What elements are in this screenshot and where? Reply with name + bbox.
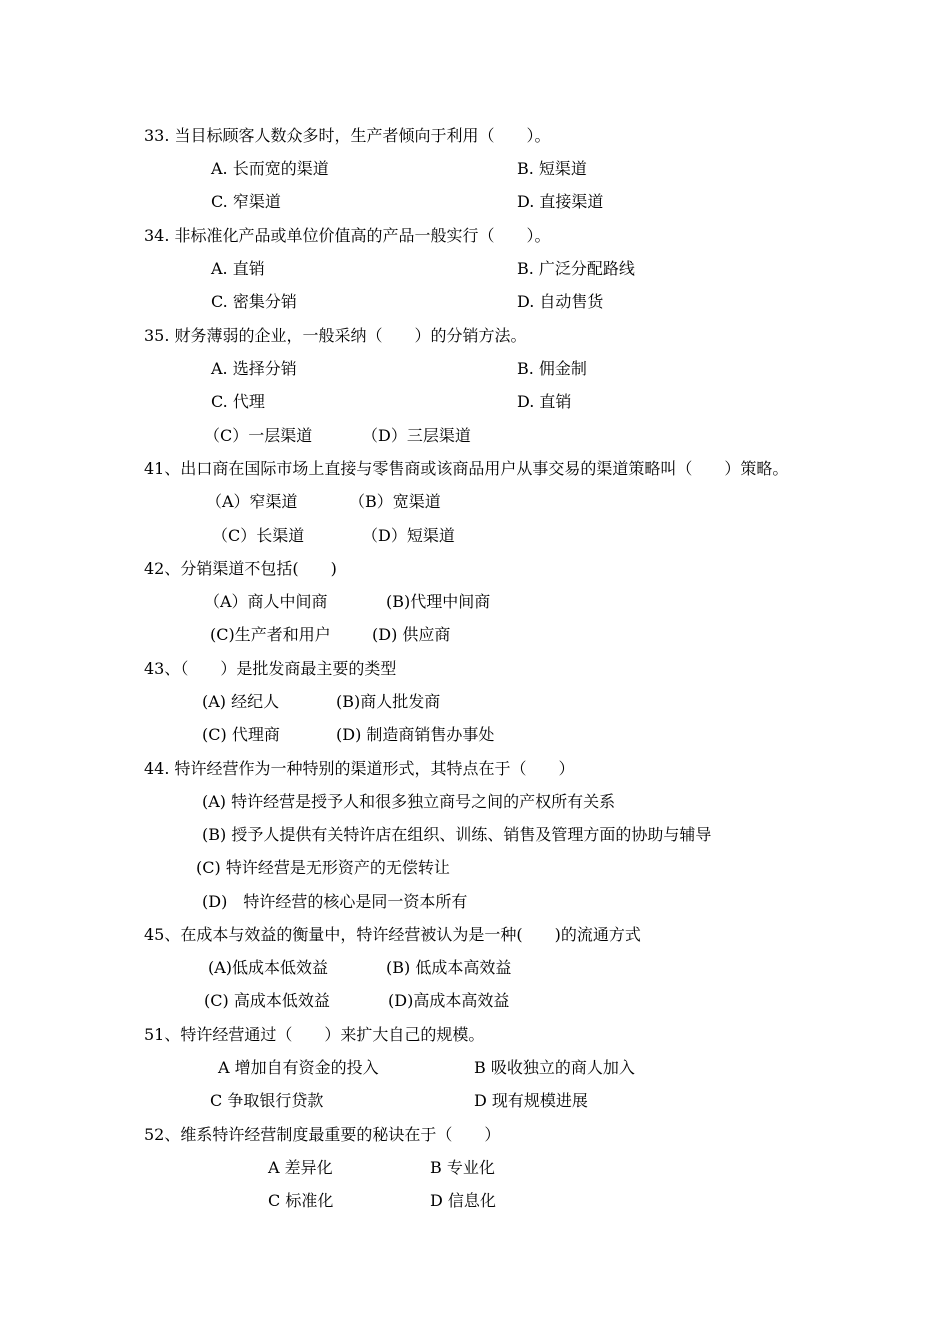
question-41-stem: 41、出口商在国际市场上直接与零售商或该商品用户从事交易的渠道策略叫（ ）策略。 — [144, 459, 789, 478]
question-45-option-b: (B) 低成本高效益 — [386, 958, 512, 977]
question-34-option-a: A. 直销 — [211, 259, 265, 278]
question-43-option-c: (C) 代理商 — [202, 725, 280, 744]
question-33-option-c: C. 窄渠道 — [211, 192, 281, 211]
question-33-option-a: A. 长而宽的渠道 — [211, 159, 329, 178]
question-42-option-d: (D) 供应商 — [372, 625, 451, 644]
question-51-option-c: C 争取银行贷款 — [210, 1091, 324, 1110]
question-35-option-b: B. 佣金制 — [517, 359, 587, 378]
question-42-option-b: (B)代理中间商 — [386, 592, 491, 611]
question-52-option-d: D 信息化 — [430, 1191, 496, 1210]
question-33-option-d: D. 直接渠道 — [517, 192, 604, 211]
question-34-option-c: C. 密集分销 — [211, 292, 297, 311]
question-45-stem: 45、在成本与效益的衡量中，特许经营被认为是一种( )的流通方式 — [144, 925, 641, 944]
question-35-stem: 35. 财务薄弱的企业，一般采纳（ ）的分销方法。 — [144, 326, 527, 345]
question-43-option-d: (D) 制造商销售办事处 — [336, 725, 495, 744]
question-44-option-b: (B) 授予人提供有关特许店在组织、训练、销售及管理方面的协助与辅导 — [202, 825, 712, 844]
question-52-stem: 52、维系特许经营制度最重要的秘诀在于（ ） — [144, 1125, 501, 1144]
stray-option-c: （C）一层渠道 — [204, 426, 313, 445]
question-45-option-d: (D)高成本高效益 — [388, 991, 510, 1010]
question-33-option-b: B. 短渠道 — [517, 159, 587, 178]
question-44-option-d: (D) 特许经营的核心是同一资本所有 — [202, 892, 468, 911]
question-43-option-b: (B)商人批发商 — [336, 692, 441, 711]
question-51-stem: 51、特许经营通过（ ）来扩大自己的规模。 — [144, 1025, 485, 1044]
question-41-option-d: （D）短渠道 — [362, 526, 455, 545]
question-35-option-d: D. 直销 — [517, 392, 572, 411]
question-35-option-c: C. 代理 — [211, 392, 265, 411]
question-51-option-a: A 增加自有资金的投入 — [218, 1058, 379, 1077]
question-43-stem: 43、（ ）是批发商最主要的类型 — [144, 659, 397, 678]
question-35-option-a: A. 选择分销 — [211, 359, 297, 378]
question-42-option-c: (C)生产者和用户 — [210, 625, 331, 644]
question-52-option-a: A 差异化 — [268, 1158, 333, 1177]
question-45-option-c: (C) 高成本低效益 — [204, 991, 330, 1010]
question-34-option-b: B. 广泛分配路线 — [517, 259, 635, 278]
question-51-option-d: D 现有规模进展 — [474, 1091, 588, 1110]
question-41-option-a: （A）窄渠道 — [206, 492, 298, 511]
question-41-option-b: （B）宽渠道 — [349, 492, 441, 511]
question-34-option-d: D. 自动售货 — [517, 292, 604, 311]
question-34-stem: 34. 非标准化产品或单位价值高的产品一般实行（ ）。 — [144, 226, 551, 245]
question-43-option-a: (A) 经纪人 — [202, 692, 280, 711]
question-44-option-a: (A) 特许经营是授予人和很多独立商号之间的产权所有关系 — [202, 792, 616, 811]
question-42-stem: 42、分销渠道不包括( ) — [144, 559, 337, 578]
question-41-option-c: （C）长渠道 — [212, 526, 305, 545]
question-52-option-b: B 专业化 — [430, 1158, 495, 1177]
question-51-option-b: B 吸收独立的商人加入 — [474, 1058, 635, 1077]
question-33-stem: 33. 当目标顾客人数众多时，生产者倾向于利用（ ）。 — [144, 126, 551, 145]
question-45-option-a: (A)低成本低效益 — [208, 958, 329, 977]
question-44-stem: 44. 特许经营作为一种特别的渠道形式，其特点在于（ ） — [144, 759, 575, 778]
stray-option-d: （D）三层渠道 — [362, 426, 471, 445]
question-52-option-c: C 标准化 — [268, 1191, 334, 1210]
question-44-option-c: (C) 特许经营是无形资产的无偿转让 — [196, 858, 450, 877]
question-42-option-a: （A）商人中间商 — [204, 592, 328, 611]
